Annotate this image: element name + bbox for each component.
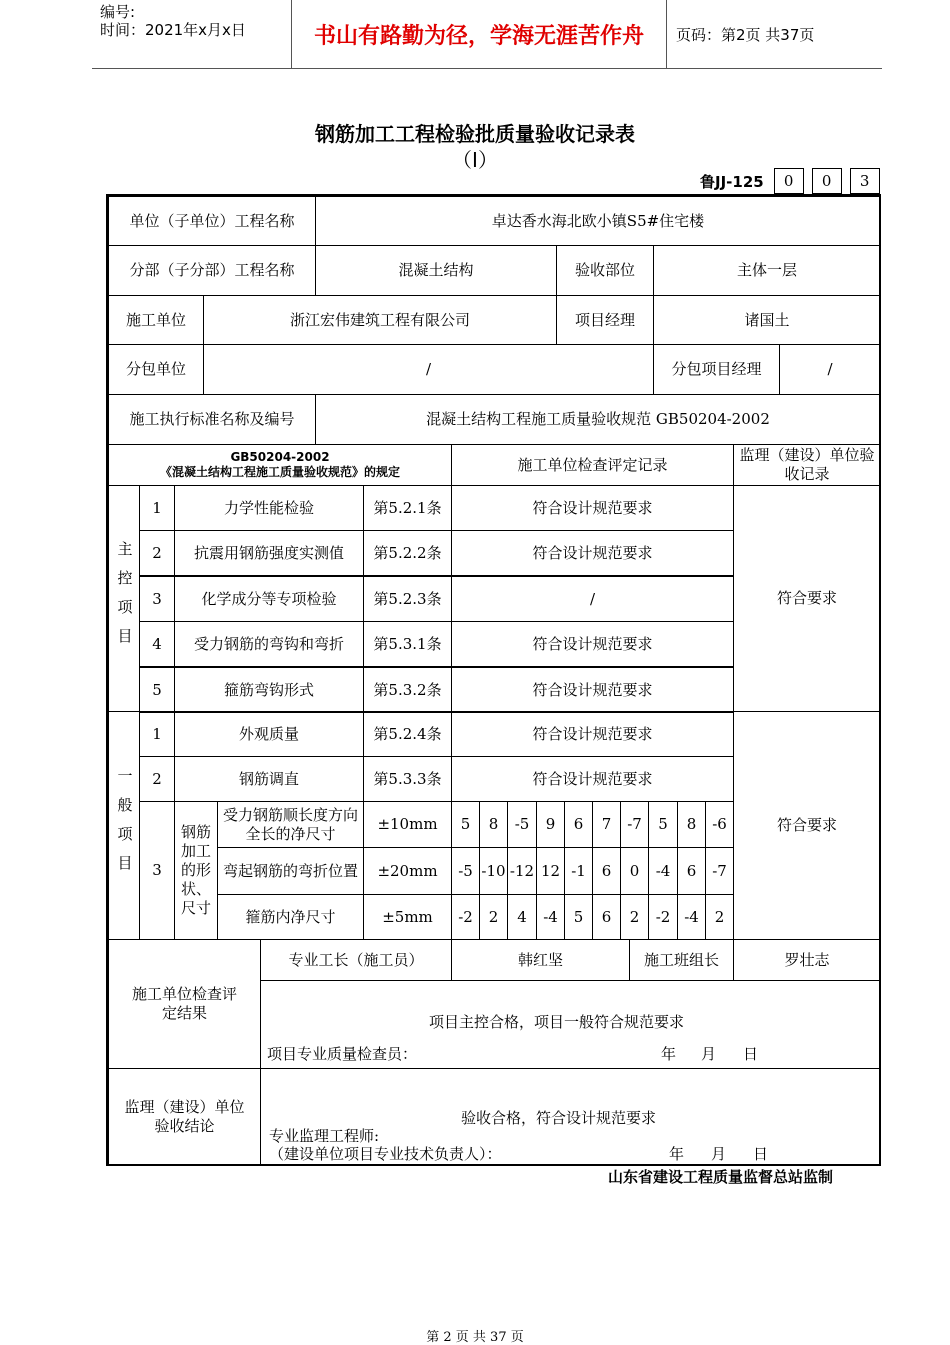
general-item3-no: 3 [139,801,175,940]
supervisor-date-year: 年 [669,1145,685,1163]
contractor-result-text: 项目主控合格，项目一般符合规范要求 [429,1013,685,1031]
item3-measured-value: 9 [536,801,565,848]
general-item-name: 外观质量 [174,711,364,757]
header-page-info: 页码：第2页 共37页 [676,25,815,44]
item3-sub-name: 弯起钢筋的弯折位置 [217,847,364,895]
foreman-label: 专业工长（施工员） [260,939,452,981]
inspector-date-day: 日 [743,1045,759,1063]
standard-label: 施工执行标准名称及编号 [108,394,316,445]
item3-sub-name: 受力钢筋顺长度方向全长的净尺寸 [217,801,364,848]
main-item-no: 3 [139,576,175,622]
general-item-result: 符合设计规范要求 [451,711,734,757]
code-box: 0 [812,168,842,194]
main-item-name: 化学成分等专项检验 [174,576,364,622]
item3-measured-value: 6 [592,894,621,940]
main-item-result: 符合设计规范要求 [451,485,734,531]
contractor-result-box [260,980,881,1069]
unit-project-value: 卓达香水海北欧小镇S5#住宅楼 [315,196,881,246]
main-item-clause: 第5.2.3条 [363,576,452,622]
item3-measured-value: -10 [479,847,508,895]
item3-sub-name: 箍筋内净尺寸 [217,894,364,940]
item3-measured-value: -2 [648,894,678,940]
item3-measured-value: -6 [705,801,734,848]
item3-measured-value: -5 [451,847,480,895]
page-header [92,0,882,69]
document-title: 钢筋加工工程检验批质量验收记录表 [315,122,635,146]
pm-label: 项目经理 [556,295,654,345]
supervisor-engineer-label: 专业监理工程师: [269,1127,380,1145]
unit-project-label: 单位（子单位）工程名称 [108,196,316,246]
item3-measured-value: 5 [648,801,678,848]
sub-pm-value: / [779,344,881,395]
item3-measured-value: 0 [620,847,649,895]
supervisor-conclusion-label: 监理（建设）单位验收结论 [108,1068,261,1166]
main-item-name: 力学性能检验 [174,485,364,531]
item3-measured-value: -7 [620,801,649,848]
code-box: 3 [850,168,880,194]
code-box: 0 [774,168,804,194]
general-item-result: 符合设计规范要求 [451,756,734,802]
document-subtitle: （I） [452,148,498,172]
main-item-clause: 第5.3.2条 [363,667,452,713]
item3-measured-value: 6 [564,801,593,848]
main-item-no: 4 [139,621,175,667]
supervisor-record-header: 监理（建设）单位验收记录 [733,444,881,486]
main-item-name: 受力钢筋的弯钩和弯折 [174,621,364,667]
supervisor-conclusion-text: 验收合格，符合设计规范要求 [461,1109,657,1127]
item3-measured-value: -5 [507,801,537,848]
main-item-clause: 第5.2.1条 [363,485,452,531]
item3-measured-value: 6 [677,847,706,895]
main-item-name: 箍筋弯钩形式 [174,667,364,713]
general-item-clause: 第5.3.3条 [363,756,452,802]
inspector-date-year: 年 [661,1045,677,1063]
acceptance-part-value: 主体一层 [653,245,881,296]
general-item-name: 钢筋调直 [174,756,364,802]
supervisor-date-month: 月 [711,1145,727,1163]
page-number: 第 2 页 共 37 页 [426,1330,524,1345]
main-item-clause: 第5.3.1条 [363,621,452,667]
item3-measured-value: 4 [507,894,537,940]
general-item3-name: 钢筋加工的形状、尺寸 [174,801,218,940]
item3-measured-value: -1 [564,847,593,895]
owner-tech-label: （建设单位项目专业技术负责人）： [269,1145,502,1163]
general-supervisor-result: 符合要求 [733,711,881,940]
item3-measured-value: -4 [677,894,706,940]
contractor-value: 浙江宏伟建筑工程有限公司 [203,295,557,345]
header-motto: 书山有路勤为径，学海无涯苦作舟 [292,0,667,68]
item3-measured-value: 2 [705,894,734,940]
contractor-record-header: 施工单位检查评定记录 [451,444,734,486]
subcontractor-value: / [203,344,654,395]
item3-measured-value: 7 [592,801,621,848]
form-code-label: 鲁JJ-125 [700,172,764,191]
contractor-result-label: 施工单位检查评定结果 [108,939,261,1069]
inspector-date-month: 月 [701,1045,717,1063]
item3-measured-value: 5 [451,801,480,848]
main-item-result: 符合设计规范要求 [451,530,734,576]
sub-pm-label: 分包项目经理 [653,344,780,395]
item3-measured-value: -2 [451,894,480,940]
supervisor-conclusion-box [260,1068,881,1166]
main-item-clause: 第5.2.2条 [363,530,452,576]
team-leader-value: 罗壮志 [733,939,881,981]
record-table [106,194,881,1166]
spec-header [108,444,452,486]
supervisor-date-day: 日 [753,1145,769,1163]
team-leader-label: 施工班组长 [629,939,734,981]
item3-measured-value: 5 [564,894,593,940]
time-label: 时间：2021年x月x日 [100,21,246,39]
item3-measured-value: -4 [648,847,678,895]
general-item-no: 1 [139,711,175,757]
subcontractor-label: 分包单位 [108,344,204,395]
foreman-value: 韩红坚 [451,939,630,981]
spec-header-code: GB50204-2002 [230,450,330,464]
main-control-supervisor-result: 符合要求 [733,485,881,712]
item3-sub-tolerance: ±5mm [363,894,452,940]
header-meta [92,0,292,68]
main-item-result: 符合设计规范要求 [451,667,734,713]
item3-sub-tolerance: ±10mm [363,801,452,848]
item3-sub-tolerance: ±20mm [363,847,452,895]
main-item-name: 抗震用钢筋强度实测值 [174,530,364,576]
general-item-clause: 第5.2.4条 [363,711,452,757]
main-item-result: 符合设计规范要求 [451,621,734,667]
main-item-result: / [451,576,734,622]
sub-project-label: 分部（子分部）工程名称 [108,245,316,296]
item3-measured-value: 2 [620,894,649,940]
standard-value: 混凝土结构工程施工质量验收规范 GB50204-2002 [315,394,881,445]
contractor-label: 施工单位 [108,295,204,345]
inspector-label: 项目专业质量检查员： [267,1045,418,1063]
main-item-no: 2 [139,530,175,576]
main-item-no: 5 [139,667,175,713]
pm-value: 诸国土 [653,295,881,345]
form-code [700,168,888,194]
acceptance-part-label: 验收部位 [556,245,654,296]
main-item-no: 1 [139,485,175,531]
spec-header-title: 《混凝土结构工程施工质量验收规范》的规定 [159,465,400,479]
general-item-no: 2 [139,756,175,802]
supervision-footer: 山东省建设工程质量监督总站监制 [608,1168,834,1186]
general-group-label: 一般项目 [108,711,140,940]
item3-measured-value: 8 [479,801,508,848]
item3-measured-value: 8 [677,801,706,848]
item3-measured-value: -4 [536,894,565,940]
item3-measured-value: 2 [479,894,508,940]
item3-measured-value: 12 [536,847,565,895]
sub-project-value: 混凝土结构 [315,245,557,296]
item3-measured-value: -12 [507,847,537,895]
main-control-group-label: 主控项目 [108,485,140,712]
serial-label: 编号: [100,3,136,21]
item3-measured-value: -7 [705,847,734,895]
item3-measured-value: 6 [592,847,621,895]
